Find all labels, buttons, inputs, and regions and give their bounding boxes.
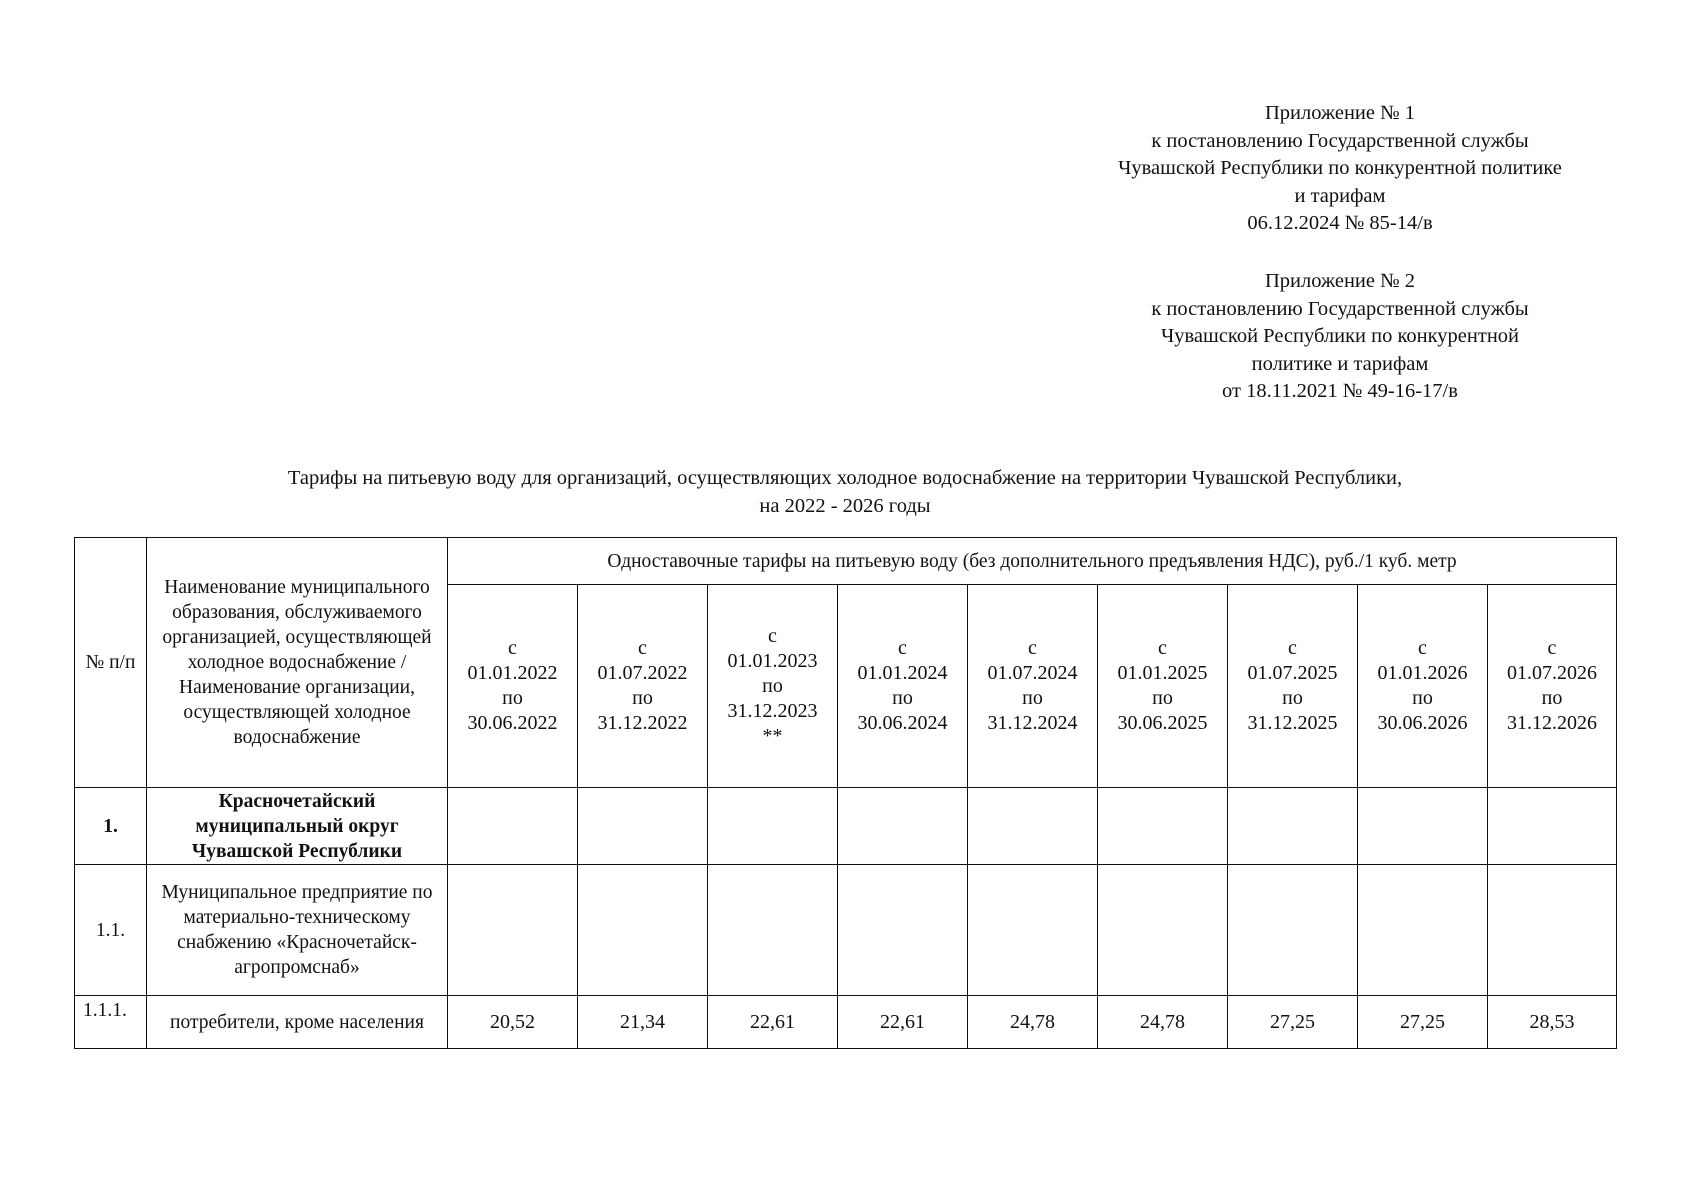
tariff-value-cell <box>1228 788 1358 865</box>
period-footnote-mark: ** <box>762 724 783 747</box>
period-to-date: 31.12.2022 <box>597 712 688 734</box>
tariff-value-cell: 21,34 <box>578 996 708 1049</box>
period-to-date: 30.06.2024 <box>857 712 948 734</box>
tariff-value-cell: 27,25 <box>1358 996 1488 1049</box>
period-to-word: по <box>1541 687 1563 709</box>
period-column-header <box>1098 585 1228 788</box>
period-to-word: по <box>892 687 913 709</box>
tariff-value-cell <box>1228 865 1358 996</box>
row-number: 1.1. <box>75 865 147 996</box>
tariff-value-cell: 24,78 <box>968 996 1098 1049</box>
period-from-date: 01.01.2025 <box>1117 662 1208 684</box>
period-to-date: 31.12.2026 <box>1507 712 1597 734</box>
tariff-value-cell: 24,78 <box>1098 996 1228 1049</box>
period-from-date: 01.07.2024 <box>987 662 1078 684</box>
tariff-value-cell <box>968 865 1098 996</box>
tariff-value-cell <box>838 865 968 996</box>
period-from-word: с <box>1158 637 1167 659</box>
appendix-2-line: к постановлению Государственной службы <box>1151 297 1529 320</box>
row-number: 1.1.1. <box>75 996 147 1049</box>
period-from-date: 01.07.2022 <box>597 662 688 684</box>
period-to-date: 30.06.2026 <box>1377 712 1468 734</box>
tariff-value-cell <box>1358 788 1488 865</box>
period-from-date: 01.01.2026 <box>1377 662 1468 684</box>
period-to-date: 30.06.2022 <box>467 712 558 734</box>
tariff-value-cell <box>1358 865 1488 996</box>
period-from-word: с <box>638 637 647 659</box>
period-to-word: по <box>502 687 523 709</box>
period-from-date: 01.01.2023 <box>727 649 818 672</box>
period-column-header <box>578 585 708 788</box>
appendix-2-line: Приложение № 2 <box>1264 270 1416 292</box>
tariff-value-cell <box>708 865 838 996</box>
row-name: Муниципальное предприятие по материально-техническому снабжению «Красночетайск-агропромснаб» <box>147 865 448 996</box>
appendix-2-line: от 18.11.2021 № 49-16-17/в <box>1222 380 1458 402</box>
period-to-word: по <box>1152 687 1173 709</box>
tariff-value-cell: 22,61 <box>708 996 838 1049</box>
appendix-2-line: политике и тарифам <box>1251 352 1429 375</box>
tariff-value-cell: 27,25 <box>1228 996 1358 1049</box>
document-title-line: Тарифы на питьевую воду для организаций, осуществляющих холодное водоснабжение на территории Чувашской Республики, <box>287 467 1403 489</box>
row-number: 1. <box>75 788 147 865</box>
table-header-row <box>75 538 1617 585</box>
period-from-word: с <box>1547 637 1557 659</box>
period-from-word: с <box>508 637 517 659</box>
period-to-word: по <box>762 674 783 697</box>
period-from-date: 01.07.2026 <box>1507 662 1597 684</box>
period-to-word: по <box>1022 687 1043 709</box>
period-from-date: 01.07.2025 <box>1247 662 1338 684</box>
tariff-value-cell: 20,52 <box>448 996 578 1049</box>
tariffs-group-header: Одноставочные тарифы на питьевую воду (без дополнительного предъявления НДС), руб./1 куб. метр <box>448 538 1617 585</box>
period-from-date: 01.01.2024 <box>857 662 948 684</box>
period-column-header <box>1228 585 1358 788</box>
appendix-1-line: и тарифам <box>1294 184 1386 207</box>
tariff-value-cell <box>1488 788 1617 865</box>
period-column-header <box>448 585 578 788</box>
appendix-1-line: к постановлению Государственной службы <box>1151 129 1529 152</box>
tariff-value-cell <box>1098 865 1228 996</box>
period-column-header <box>1488 585 1617 788</box>
period-column-header <box>968 585 1098 788</box>
document-title-line: на 2022 - 2026 годы <box>759 495 931 517</box>
tariff-value-cell <box>708 788 838 865</box>
table-row-consumers <box>75 996 1617 1049</box>
period-column-header <box>838 585 968 788</box>
tariff-value-cell <box>1488 865 1617 996</box>
period-from-word: с <box>1418 637 1427 659</box>
table-row-municipality <box>75 788 1617 865</box>
tariff-value-cell <box>1098 788 1228 865</box>
period-to-date: 31.12.2024 <box>987 712 1078 734</box>
period-to-word: по <box>632 687 653 709</box>
period-from-word: с <box>1028 637 1037 659</box>
row-name: Красночетайский муниципальный округ Чувашской Республики <box>147 788 448 865</box>
table-row-organization <box>75 865 1617 996</box>
tariff-value-cell <box>578 788 708 865</box>
document-title <box>120 464 1570 520</box>
tariffs-table <box>74 537 1617 1049</box>
tariff-value-cell: 22,61 <box>838 996 968 1049</box>
period-to-date: 31.12.2025 <box>1247 712 1338 734</box>
period-to-word: по <box>1412 687 1433 709</box>
period-from-date: 01.01.2022 <box>467 662 558 684</box>
appendix-1-header <box>1060 100 1620 238</box>
appendix-1-line: Приложение № 1 <box>1264 102 1416 124</box>
appendix-2-header <box>1060 268 1620 406</box>
name-column-header: Наименование муниципального образования, обслуживаемого организацией, осуществляющей холодное водоснабжение / Наименование организации, осуществляющей холодное водоснабжение <box>147 538 448 788</box>
tariff-value-cell <box>838 788 968 865</box>
period-from-word: с <box>1288 637 1297 659</box>
tariff-value-cell <box>968 788 1098 865</box>
period-from-word: с <box>898 637 907 659</box>
period-from-word: с <box>768 624 777 647</box>
period-column-header <box>708 585 838 788</box>
tariff-value-cell <box>578 865 708 996</box>
appendix-1-line: Чувашской Республики по конкурентной политике <box>1118 157 1562 179</box>
appendix-1-line: 06.12.2024 № 85-14/в <box>1247 212 1433 234</box>
tariff-value-cell <box>448 788 578 865</box>
tariff-value-cell: 28,53 <box>1488 996 1617 1049</box>
period-to-date: 30.06.2025 <box>1117 712 1208 734</box>
row-name: потребители, кроме населения <box>147 996 448 1049</box>
period-to-date: 31.12.2023 <box>727 699 818 722</box>
appendix-2-line: Чувашской Республики по конкурентной <box>1160 325 1520 347</box>
number-column-header: № п/п <box>75 538 147 788</box>
period-to-word: по <box>1282 687 1303 709</box>
tariff-value-cell <box>448 865 578 996</box>
period-column-header <box>1358 585 1488 788</box>
